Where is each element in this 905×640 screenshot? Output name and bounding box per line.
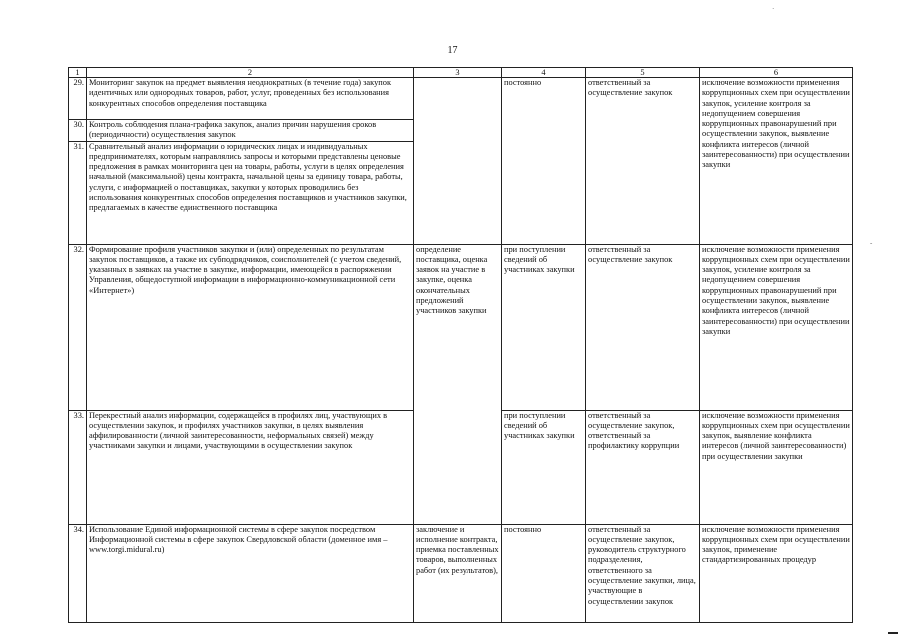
responsible-cell: ответственный за осуществление закупок, руководитель структурного подразделения, ответственного за осуществление закупки, лица, участвующие в осуществлении закупок [586, 524, 700, 622]
row-number: 32. [69, 244, 87, 410]
row-number: 33. [69, 410, 87, 524]
row-number: 34. [69, 524, 87, 622]
deadline-cell: при поступлении сведений об участниках закупки [502, 410, 586, 524]
measure-description: Контроль соблюдения плана-графика закупок, анализ причин нарушения сроков (периодичности) осуществления закупок [87, 120, 414, 142]
row-number: 31. [69, 141, 87, 244]
expected-result-cell: исключение возможности применения коррупционных схем при осуществлении закупок, усиление контроля за недопущением совершения коррупционных правонарушений при осуществлении закупок, выявление конфликта интересов (личной заинтересованности) при осуществлении закупки [700, 78, 853, 245]
measure-description: Мониторинг закупок на предмет выявления неоднократных (в течение года) закупок идентичных или однородных товаров, работ, услуг, проведенных без использования конкурентных способов определения поставщика [87, 78, 414, 120]
table-row [69, 78, 853, 120]
column-header: 4 [502, 68, 586, 78]
scan-speck: · [772, 5, 775, 13]
column-header: 2 [87, 68, 414, 78]
column-header: 6 [700, 68, 853, 78]
measure-description: Перекрестный анализ информации, содержащейся в профилях лиц, участвующих в осуществлении закупок, и профилях участников закупки, в целях выявления аффилированности (личной заинтересованности, неформальных связей) между участниками закупки и лицами, участвующими в осуществлении закупок [87, 410, 414, 524]
procurement-stage-cell [414, 78, 502, 245]
responsible-cell: ответственный за осуществление закупок, ответственный за профилактику коррупции [586, 410, 700, 524]
row-number: 29. [69, 78, 87, 120]
column-header: 5 [586, 68, 700, 78]
column-header: 1 [69, 68, 87, 78]
responsible-cell: ответственный за осуществление закупок [586, 244, 700, 410]
scan-speck: - [870, 239, 873, 247]
measures-table [68, 67, 853, 623]
table-row [69, 524, 853, 622]
deadline-cell: постоянно [502, 78, 586, 245]
measure-description: Сравнительный анализ информации о юридических лицах и индивидуальных предпринимателях, которым направлялись запросы и которыми представлены ценовые предложения в рамках мониторинга цен на товары, работы, услуги в целях определения начальной (максимальной) цены контракта, начальной цены за единицу товара, работы, услуги, с информацией о поставщиках, закупки у которых проводились без использования конкурентных способов определения поставщиков и участников закупки, предлагаемых в качестве единственного поставщика [87, 141, 414, 244]
responsible-cell: ответственный за осуществление закупок [586, 78, 700, 245]
page-number: 17 [447, 45, 458, 56]
row-number: 30. [69, 120, 87, 142]
measure-description: Формирование профиля участников закупки и (или) определенных по результатам закупок поставщиков, а также их субподрядчиков, соисполнителей (с учетом сведений, указанных в заявках на участие в закупке, информации, имеющейся в распоряжении Управления, общедоступной информации в информационно-коммуникационной сети «Интернет») [87, 244, 414, 410]
table-row [69, 244, 853, 410]
measure-description: Использование Единой информационной системы в сфере закупок посредством Информационной системы в сфере закупок Свердловской области (доменное имя – www.torgi.midural.ru) [87, 524, 414, 622]
expected-result-cell: исключение возможности применения коррупционных схем при осуществлении закупок, выявление конфликта интересов (личной заинтересованности) при осуществлении закупки [700, 410, 853, 524]
table-header-row [69, 68, 853, 78]
procurement-stage-cell: заключение и исполнение контракта, приемка поставленных товаров, выполненных работ (их результатов), [414, 524, 502, 622]
procurement-stage-cell: определение поставщика, оценка заявок на участие в закупке, оценка окончательных предложений участников закупки [414, 244, 502, 524]
deadline-cell: при поступлении сведений об участниках закупки [502, 244, 586, 410]
deadline-cell: постоянно [502, 524, 586, 622]
scan-mark [888, 632, 898, 634]
expected-result-cell: исключение возможности применения коррупционных схем при осуществлении закупок, применение стандартизированных процедур [700, 524, 853, 622]
expected-result-cell: исключение возможности применения коррупционных схем при осуществлении закупок, усиление контроля за недопущением совершения коррупционных правонарушений при осуществлении закупок, выявление конфликта интересов (личной заинтересованности) при осуществлении закупки [700, 244, 853, 410]
column-header: 3 [414, 68, 502, 78]
